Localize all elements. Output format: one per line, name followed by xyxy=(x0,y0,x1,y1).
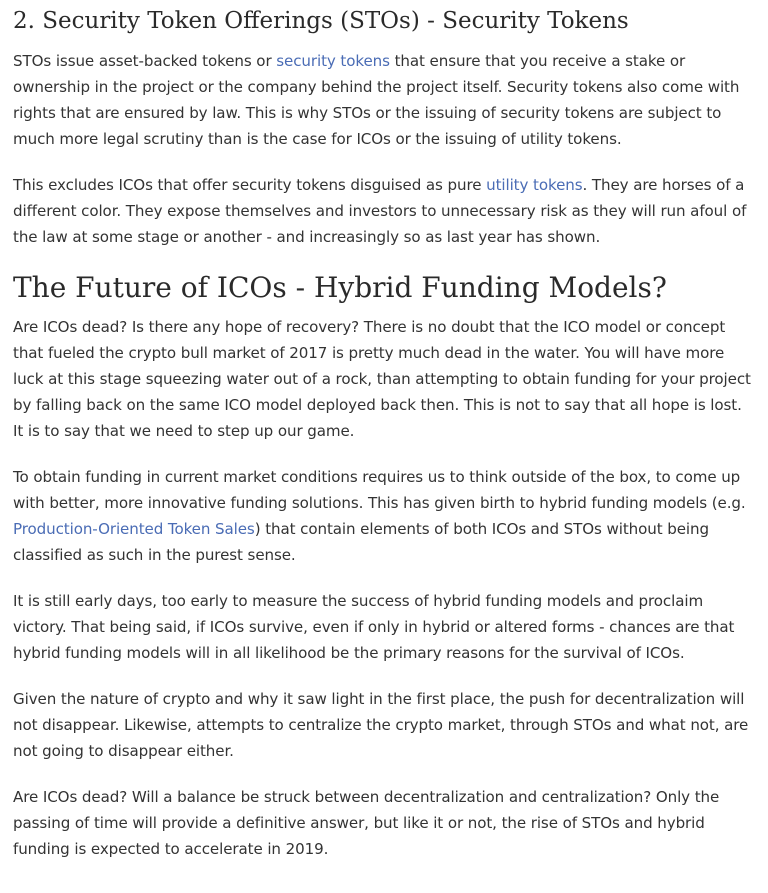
future-p2-text-after: ) that contain elements of both ICOs and STOs without being classified as such in the purest sense. xyxy=(13,520,709,564)
future-paragraph-4: Given the nature of crypto and why it saw light in the first place, the push for decentralization will not disappear. Likewise, attempts to centralize the crypto market, through STOs and what not, are not going to disappear either. xyxy=(13,690,749,760)
future-paragraph-2 xyxy=(13,464,755,568)
article-body xyxy=(0,6,768,862)
sto-p2-text-before: This excludes ICOs that offer security tokens disguised as pure xyxy=(13,176,487,194)
future-p2-text-before: To obtain funding in current market conditions requires us to think outside of the box, to come up with better, more innovative funding solutions. This has given birth to hybrid funding models (e.g. xyxy=(13,468,746,512)
sto-paragraph-2 xyxy=(13,172,755,250)
future-paragraph-3: It is still early days, too early to measure the success of hybrid funding models and proclaim victory. That being said, if ICOs survive, even if only in hybrid or altered forms - chances are that hybrid funding models will in all likelihood be the primary reasons for the survival of ICOs. xyxy=(13,592,735,662)
utility-tokens-link[interactable]: utility tokens xyxy=(486,176,583,194)
sto-p2-text-after: . They are horses of a different color. They expose themselves and investors to unnecessary risk as they will run afoul of the law at some stage or another - and increasingly so as last year has shown. xyxy=(13,176,747,246)
future-paragraph-1: Are ICOs dead? Is there any hope of recovery? There is no doubt that the ICO model or concept that fueled the crypto bull market of 2017 is pretty much dead in the water. You will have more luck at this stage squeezing water out of a rock, than attempting to obtain funding for your project by falling back on the same ICO model deployed back then. This is not to say that all hope is lost. It is to say that we need to step up our game. xyxy=(13,318,751,440)
future-paragraph-5: Are ICOs dead? Will a balance be struck between decentralization and centralization? Only the passing of time will provide a definitive answer, but like it or not, the rise of STOs and hybrid funding is expected to accelerate in 2019. xyxy=(13,788,720,858)
sto-p1-text-before: STOs issue asset-backed tokens or xyxy=(13,52,277,70)
sto-p1-text-after: that ensure that you receive a stake or ownership in the project or the company behind the project itself. Security tokens also come with rights that are ensured by law. This is why STOs or the issuing of security tokens are subject to much more legal scrutiny than is the case for ICOs or the issuing of utility tokens. xyxy=(13,52,740,148)
security-tokens-link[interactable]: security tokens xyxy=(276,52,390,70)
section-heading-future: The Future of ICOs - Hybrid Funding Models? xyxy=(13,271,667,304)
section-heading-sto: 2. Security Token Offerings (STOs) - Security Tokens xyxy=(13,8,629,34)
production-oriented-token-sales-link[interactable]: Production-Oriented Token Sales xyxy=(13,520,255,538)
sto-paragraph-1 xyxy=(13,48,755,152)
